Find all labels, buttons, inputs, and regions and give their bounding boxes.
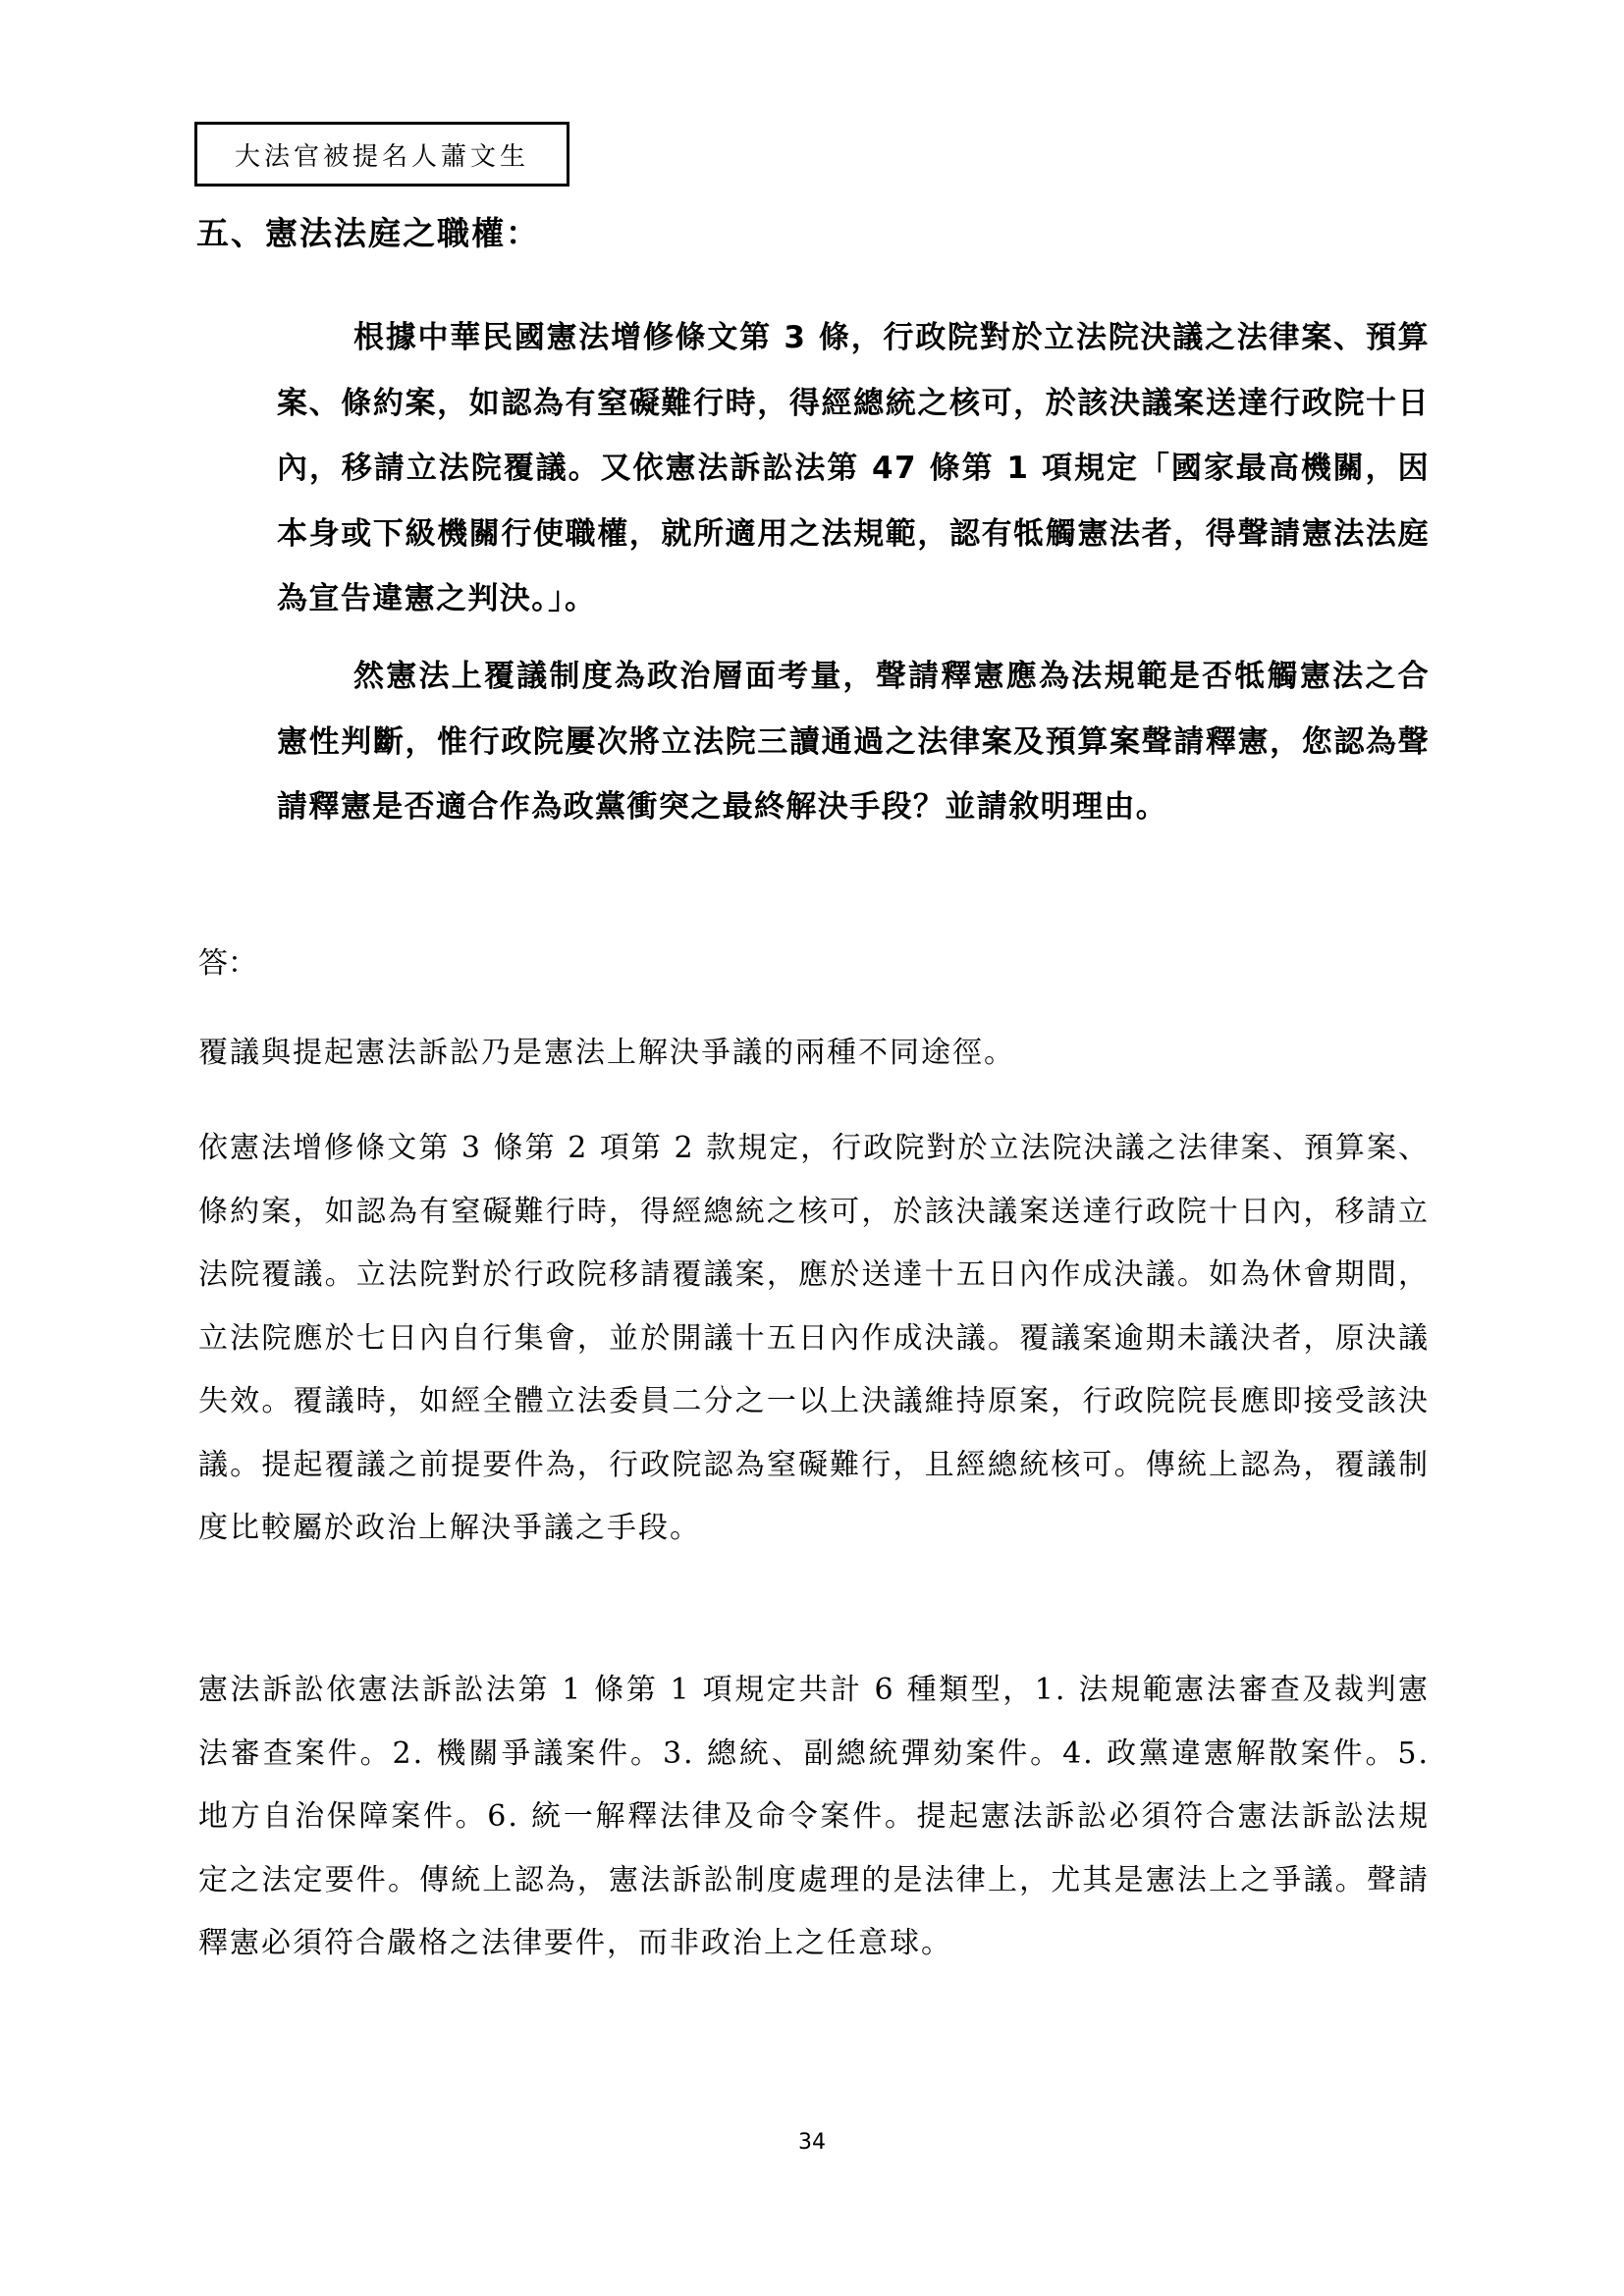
question-paragraph: 根據中華民國憲法增修條文第 3 條，行政院對於立法院決議之法律案、預算案、條約案，如認為有窒礙難行時，得經總統之核可，於該決議案送達行政院十日內，移請立法院覆議。又依憲法訴訟法第 47 條第 1 項規定「國家最高機關，因本身或下級機關行使職權，就所適用之法規範，認有牴觸憲法者，得聲請憲法法庭為宣告違憲之判決。」。	[277, 320, 1430, 616]
answer-paragraph: 憲法訴訟依憲法訴訟法第 1 條第 1 項規定共計 6 種類型，1. 法規範憲法審查及裁判憲法審查案件。2. 機關爭議案件。3. 總統、副總統彈劾案件。4. 政黨違憲解散案件。5. 地方自治保障案件。6. 統一解釋法律及命令案件。提起憲法訴訟必須符合憲法訴訟法規定之法定要件。傳統上認為，憲法訴訟制度處理的是法律上，尤其是憲法上之爭議。聲請釋憲必須符合嚴格之法律要件，而非政治上之任意球。	[198, 1673, 1430, 1960]
section-heading: 五、憲法法庭之職權：	[196, 214, 540, 252]
nominee-label: 大法官被提名人蕭文生	[234, 141, 529, 172]
answer-label: 答：	[198, 946, 257, 981]
question-paragraph: 然憲法上覆議制度為政治層面考量，聲請釋憲應為法規範是否牴觸憲法之合憲性判斷，惟行政院屢次將立法院三讀通過之法律案及預算案聲請釋憲，您認為聲請釋憲是否適合作為政黨衝突之最終解決手段？並請敘明理由。	[277, 659, 1430, 825]
answer-paragraph: 覆議與提起憲法訴訟乃是憲法上解決爭議的兩種不同途徑。	[198, 1036, 1015, 1070]
nominee-label-box	[194, 122, 569, 187]
page-number: 34	[798, 2130, 826, 2155]
answer-paragraph: 依憲法增修條文第 3 條第 2 項第 2 款規定，行政院對於立法院決議之法律案、預算案、條約案，如認為有窒礙難行時，得經總統之核可，於該決議案送達行政院十日內，移請立法院覆議。立法院對於行政院移請覆議案，應於送達十五日內作成決議。如為休會期間，立法院應於七日內自行集會，並於開議十五日內作成決議。覆議案逾期未議決者，原決議失效。覆議時，如經全體立法委員二分之一以上決議維持原案，行政院院長應即接受該決議。提起覆議之前提要件為，行政院認為窒礙難行，且經總統核可。傳統上認為，覆議制度比較屬於政治上解決爭議之手段。	[198, 1131, 1430, 1545]
